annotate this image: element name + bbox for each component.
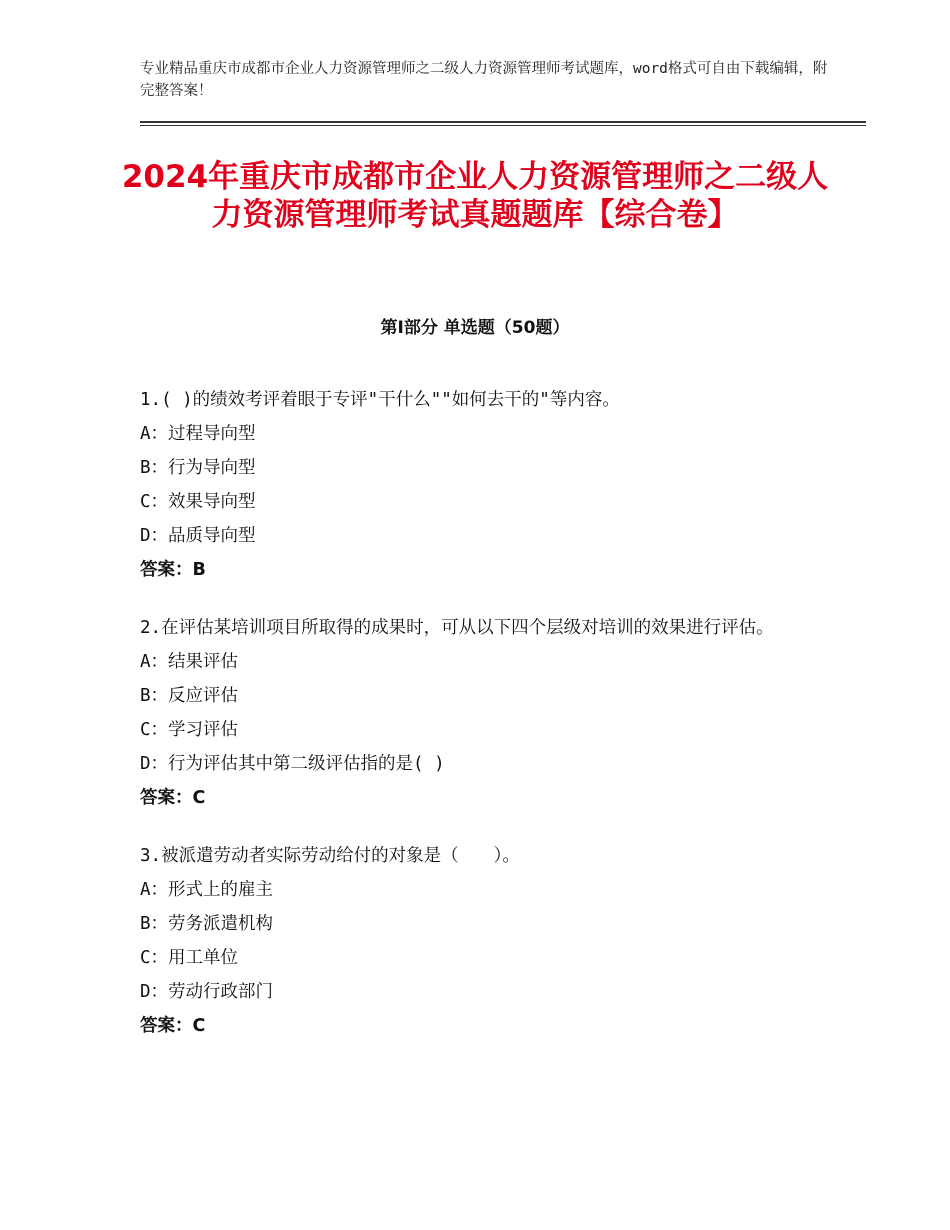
option-d: D：劳动行政部门 [140,982,274,1002]
answer-line: 答案：C [140,788,206,808]
question-stem: 1.( )的绩效考评着眼于专评"干什么""如何去干的"等内容。 [140,390,620,410]
option-c: C：用工单位 [140,948,239,968]
option-a: A：结果评估 [140,652,239,672]
header-note: 专业精品重庆市成都市企业人力资源管理师之二级人力资源管理师考试题库，word格式可自由下载编辑，附完整答案！ [140,61,828,99]
option-d: D：品质导向型 [140,526,256,546]
question-3 [140,839,820,1043]
option-b: B：反应评估 [140,686,239,706]
answer-line: 答案：B [140,560,206,580]
document-title: 2024年重庆市成都市企业人力资源管理师之二级人力资源管理师考试真题题库【综合卷】 [121,159,829,233]
answer-line: 答案：C [140,1016,206,1036]
option-d: D：行为评估其中第二级评估指的是( ) [140,754,445,774]
header-rule-thick [140,121,866,123]
header-rule-thin [140,125,866,126]
option-c: C：学习评估 [140,720,239,740]
question-2 [140,611,820,815]
option-a: A：过程导向型 [140,424,256,444]
option-b: B：劳务派遣机构 [140,914,274,934]
question-stem: 2.在评估某培训项目所取得的成果时，可从以下四个层级对培训的效果进行评估。 [140,618,774,638]
option-a: A：形式上的雇主 [140,880,274,900]
option-c: C：效果导向型 [140,492,256,512]
option-b: B：行为导向型 [140,458,256,478]
section-heading: 第Ⅰ部分 单选题（50题） [380,318,570,338]
question-1 [140,383,820,587]
question-stem: 3.被派遣劳动者实际劳动给付的对象是（ ）。 [140,846,520,866]
question-list [140,383,820,1067]
